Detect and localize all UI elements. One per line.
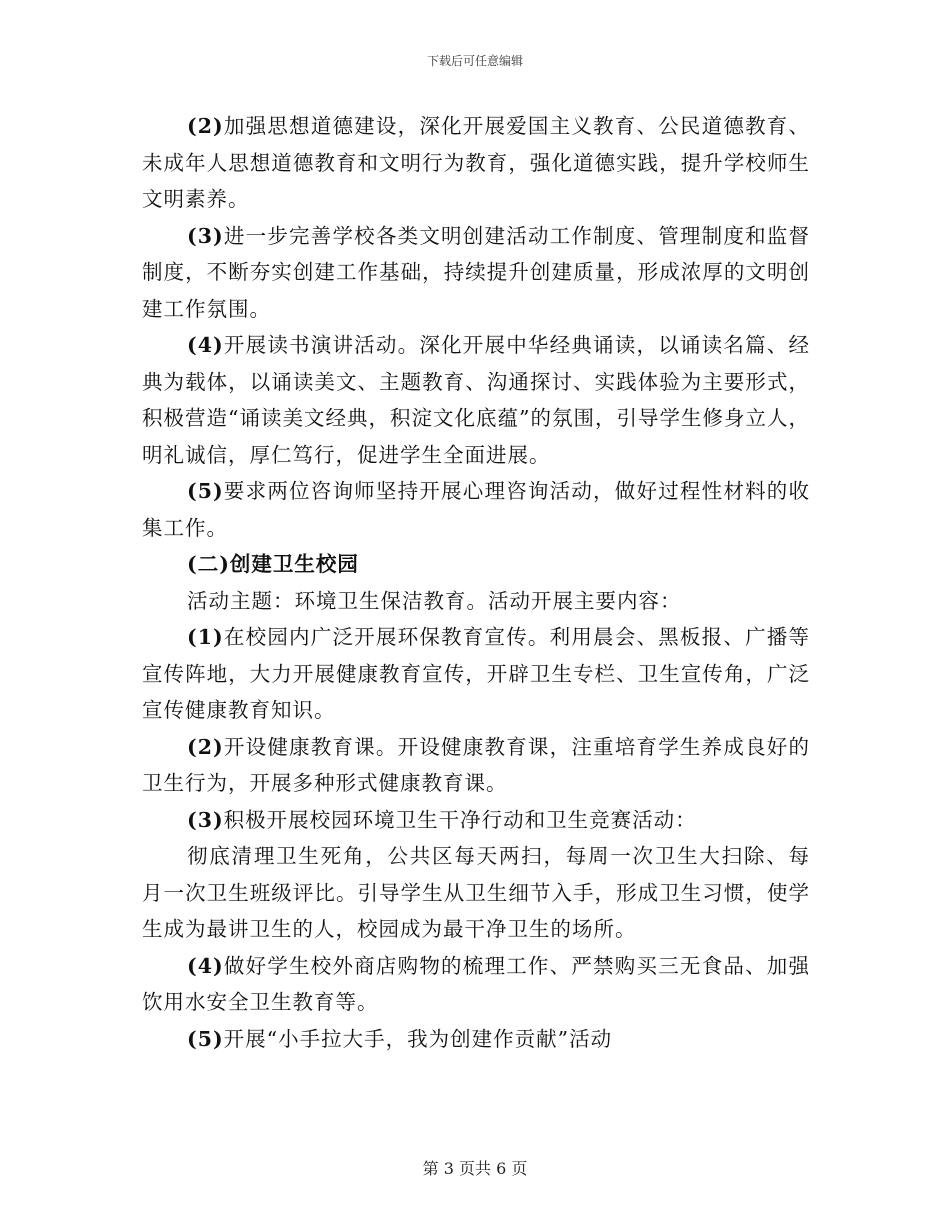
page-header: 下载后可任意编辑 — [426, 54, 523, 68]
item-number: (1) — [187, 625, 224, 649]
item-number: (5) — [187, 479, 224, 503]
paragraph-text: 在校园内广泛开展环保教育宣传。利用晨会、黑板报、广播等宣传阵地，大力开展健康教育宣传，开辟卫生专栏、卫生宣传角，广泛宣传健康教育知识。 — [142, 625, 810, 722]
item-number: (4) — [187, 953, 224, 978]
paragraph-item-2b — [142, 729, 810, 802]
document-body — [142, 108, 810, 1057]
paragraph-text: 活动主题：环境卫生保洁教育。活动开展主要内容： — [187, 588, 682, 613]
item-number: (3) — [187, 223, 224, 248]
paragraph-item-5 — [142, 473, 810, 546]
paragraph-text: 积极开展校园环境卫生干净行动和卫生竞赛活动： — [223, 807, 697, 832]
paragraph-text: 做好学生校外商店购物的梳理工作、严禁购买三无食品、加强饮用水安全卫生教育等。 — [142, 953, 810, 1014]
paragraph-text: 开展读书演讲活动。深化开展中华经典诵读，以诵读名篇、经典为载体，以诵读美文、主题教育、沟通探讨、实践体验为主要形式，积极营造“诵读美文经典，积淀文化底蕴”的氛围，引导学生修身立人，明礼诚信，厚仁笃行，促进学生全面进展。 — [142, 333, 810, 467]
activity-theme — [142, 583, 810, 620]
paragraph-item-1 — [142, 619, 810, 729]
item-number: (2) — [187, 114, 224, 138]
paragraph-item-3 — [142, 218, 810, 328]
item-number: (5) — [187, 1026, 224, 1051]
paragraph-text: 开设健康教育课。开设健康教育课，注重培育学生养成良好的卫生行为，开展多种形式健康教育课。 — [142, 734, 810, 795]
paragraph-text: 彻底清理卫生死角，公共区每天两扫，每周一次卫生大扫除、每月一次卫生班级评比。引导学生从卫生细节入手，形成卫生习惯，使学生成为最讲卫生的人，校园成为最干净卫生的场所。 — [142, 844, 810, 941]
paragraph-item-4 — [142, 327, 810, 473]
item-number: (4) — [187, 333, 224, 357]
paragraph-text: 开展“小手拉大手，我为创建作贡献”活动 — [223, 1026, 613, 1051]
item-number: (3) — [187, 807, 224, 832]
page-footer: 第 3 页共 6 页 — [422, 1159, 528, 1178]
paragraph-item-4b — [142, 948, 810, 1021]
paragraph-text: 进一步完善学校各类文明创建活动工作制度、管理制度和监督制度，不断夯实创建工作基础，持续提升创建质量，形成浓厚的文明创建工作氛围。 — [142, 223, 810, 321]
paragraph-text: 加强思想道德建设，深化开展爱国主义教育、公民道德教育、未成年人思想道德教育和文明行为教育，强化道德实践，提升学校师生文明素养。 — [142, 114, 810, 211]
paragraph-item-3b — [142, 802, 810, 839]
paragraph-cleaning — [142, 838, 810, 948]
paragraph-item-5b — [142, 1021, 810, 1058]
section-heading — [142, 546, 810, 583]
paragraph-item-2 — [142, 108, 810, 218]
section-heading-text: (二)创建卫生校园 — [187, 552, 359, 576]
paragraph-text: 要求两位咨询师坚持开展心理咨询活动，做好过程性材料的收集工作。 — [142, 479, 810, 540]
item-number: (2) — [187, 734, 224, 759]
